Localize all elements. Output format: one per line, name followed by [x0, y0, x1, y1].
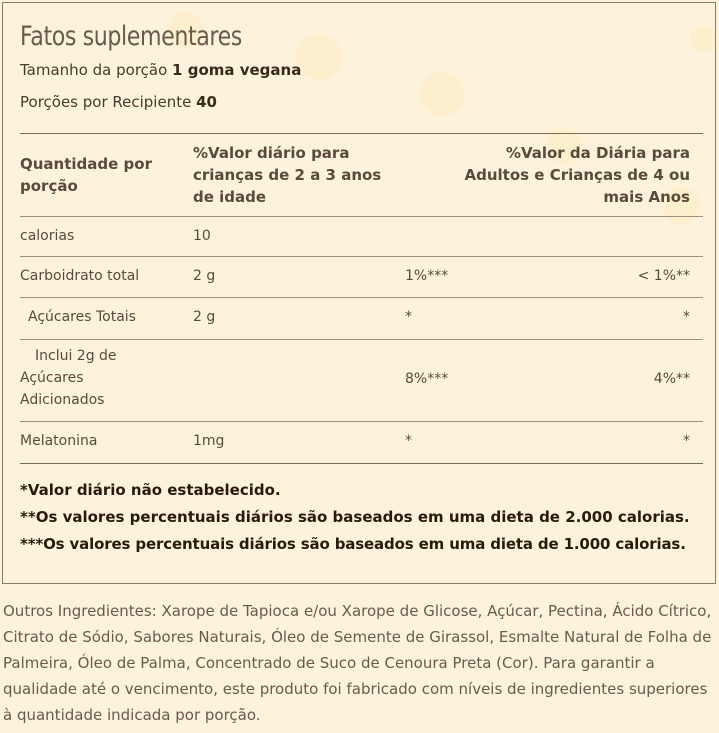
servings-per-container: Porções por Recipiente 40: [20, 93, 217, 111]
row-calories-name: calorias: [20, 228, 75, 244]
row-sugars-child-dv: *: [405, 309, 412, 325]
divider: [20, 297, 703, 298]
divider: [20, 421, 703, 422]
row-carbs-adult-dv: < 1%**: [637, 268, 690, 284]
supplement-facts-panel: [2, 2, 716, 584]
row-sugars-adult-dv: *: [683, 309, 690, 325]
footnote-3: ***Os valores percentuais diários são baseados em uma dieta de 1.000 calorias.: [20, 535, 686, 553]
row-melatonin-amount: 1mg: [193, 433, 225, 449]
row-added-sugars-child-dv: 8%***: [405, 371, 449, 387]
divider: [20, 216, 703, 217]
serving-size: Tamanho da porção 1 goma vegana: [20, 61, 302, 79]
footnote-2: **Os valores percentuais diários são baseados em uma dieta de 2.000 calorias.: [20, 508, 690, 526]
other-ingredients: Outros Ingredientes: Xarope de Tapioca e/ou Xarope de Glicose, Açúcar, Pectina, Ácido Cítrico, Citrato de Sódio, Sabores Naturais, Óleo de Semente de Girassol, Esmalte Natural de Folha de Palmeira, Óleo de Palma, Concentrado de Suco de Cenoura Preta (Cor). Para garantir a qualidade até o vencimento, este produto foi fabricado com níveis de ingredientes superiores à quantidade indicada por porção.: [3, 602, 712, 724]
row-sugars-name: Açúcares Totais: [28, 309, 136, 325]
row-calories-amount: 10: [193, 228, 211, 244]
header-amount: Quantidade por porção: [20, 155, 152, 195]
panel-title: Fatos suplementares: [20, 21, 242, 52]
header-adult-dv: %Valor da Diária para Adultos e Crianças de 4 ou mais Anos: [464, 144, 690, 206]
row-melatonin-name: Melatonina: [20, 433, 98, 449]
row-added-sugars-adult-dv: 4%**: [653, 371, 690, 387]
row-melatonin-child-dv: *: [405, 433, 412, 449]
footnote-1: *Valor diário não estabelecido.: [20, 481, 281, 499]
header-child-dv: %Valor diário para crianças de 2 a 3 anos de idade: [193, 144, 382, 206]
row-added-sugars-name: Inclui 2g de Açúcares Adicionados: [20, 348, 117, 408]
row-melatonin-adult-dv: *: [683, 433, 690, 449]
divider: [20, 339, 703, 340]
row-carbs-child-dv: 1%***: [405, 268, 449, 284]
divider: [20, 256, 703, 257]
divider: [20, 463, 703, 464]
divider: [20, 133, 703, 134]
row-carbs-amount: 2 g: [193, 268, 216, 284]
row-carbs-name: Carboidrato total: [20, 268, 140, 284]
row-sugars-amount: 2 g: [193, 309, 216, 325]
